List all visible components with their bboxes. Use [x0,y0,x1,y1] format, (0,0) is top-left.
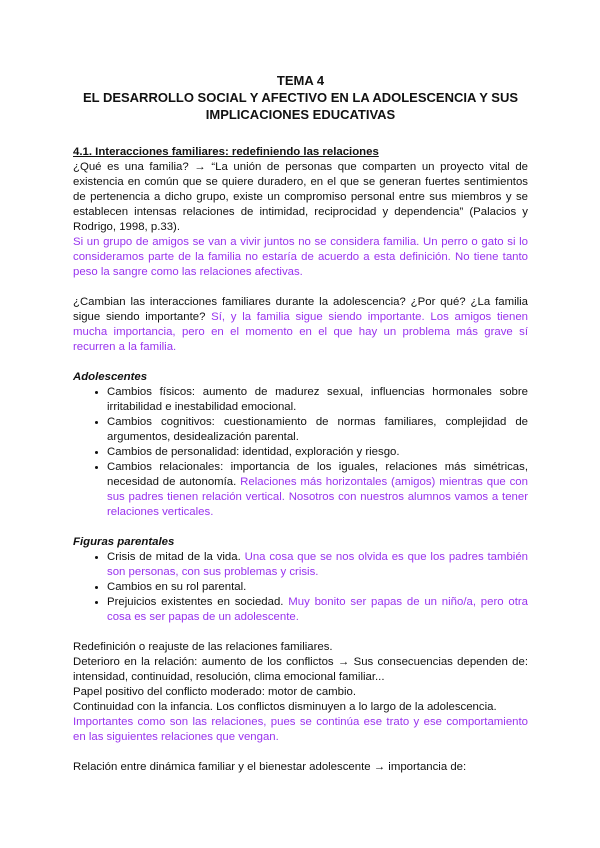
title-line-1: TEMA 4 [276,73,325,88]
list-item-note: Muy bonito ser papas de un niño/a, pero otra cosa es ser papas de un adolescente. [107,596,528,623]
title-line-3: IMPLICACIONES EDUCATIVAS [205,107,396,122]
figuras-list [73,550,528,625]
redefinicion-note: Importantes como son las relaciones, pues se continúa ese trato y ese comportamiento en las siguientes relaciones que vengan. [73,716,528,743]
family-question-answer: Sí, y la familia sigue siendo importante. Los amigos tienen mucha importancia, pero en el momento en el que hay un problema más grave sí recurren a la familia. [73,311,528,353]
list-item: • Cambios de personalidad: identidad, exploración y riesgo. [107,445,528,460]
family-question-text: ¿Cambian las interacciones familiares durante la adolescencia? ¿Por qué? ¿La familia sigue siendo importante? [73,296,528,323]
title-line-2: EL DESARROLLO SOCIAL Y AFECTIVO EN LA ADOLESCENCIA Y SUS [82,90,519,105]
figuras-heading: Figuras parentales [73,536,175,548]
adolescentes-list [73,385,528,520]
list-item-note: Relaciones más horizontales (amigos) mientras que con sus padres tienen relación vertical. Nosotros con nuestros alumnos vamos a tener relaciones verticales. [107,476,528,518]
section-4-1 [73,145,528,355]
family-question [73,295,528,355]
document-page [73,72,528,775]
list-item: • Cambios relacionales: importancia de los iguales, relaciones más simétricas, necesidad de autonomía. Relaciones más horizontales (amigos) mientras que con sus padres tienen relación vertical. Nosotros con nuestros alumnos vamos a tener relaciones verticales. [107,460,528,520]
family-definition: ¿Qué es una familia? → “La unión de personas que comparten un proyecto vital de existencia en común que se quiere duradero, en el que se generan fuertes sentimientos de pertenencia a dicho grupo, existe un compromiso personal entre sus miembros y se establecen intensas relaciones de intimidad, reciprocidad y dependencia” (Palacios y Rodrigo, 1998, p.33). [73,161,528,233]
document-title [73,72,528,123]
section-heading: 4.1. Interacciones familiares: redefiniendo las relaciones [73,146,379,158]
list-item-note: Una cosa que se nos olvida es que los padres también son personas, con sus problemas y crisis. [107,551,529,578]
adolescentes-heading: Adolescentes [73,371,148,383]
redefinicion-line-3: Papel positivo del conflicto moderado: motor de cambio. [73,686,357,698]
list-item: • Cambios en su rol parental. [107,580,528,595]
redefinicion-line-2: Deterioro en la relación: aumento de los conflictos → Sus consecuencias dependen de: intensidad, continuidad, resolución, clima emocional familiar... [73,656,528,683]
family-definition-note: Si un grupo de amigos se van a vivir juntos no se considera familia. Un perro o gato si lo consideramos parte de la familia no estaría de acuerdo a esta definición. No tiene tanto peso la sangre como las relaciones afectivas. [73,236,528,278]
redefinicion-closing: Relación entre dinámica familiar y el bienestar adolescente → importancia de: [73,761,467,773]
list-item: • Cambios cognitivos: cuestionamiento de normas familiares, complejidad de argumentos, desidealización parental. [107,415,528,445]
redefinicion-line-4: Continuidad con la infancia. Los conflictos disminuyen a lo largo de la adolescencia. [73,701,497,713]
list-item: • Prejuicios existentes en sociedad. Muy bonito ser papas de un niño/a, pero otra cosa es ser papas de un adolescente. [107,595,528,625]
list-item: • Crisis de mitad de la vida. Una cosa que se nos olvida es que los padres también son personas, con sus problemas y crisis. [107,550,528,580]
list-item: • Cambios físicos: aumento de madurez sexual, influencias hormonales sobre irritabilidad e inestabilidad emocional. [107,385,528,415]
redefinicion-line-1: Redefinición o reajuste de las relaciones familiares. [73,641,333,653]
redefinicion-block [73,640,528,775]
